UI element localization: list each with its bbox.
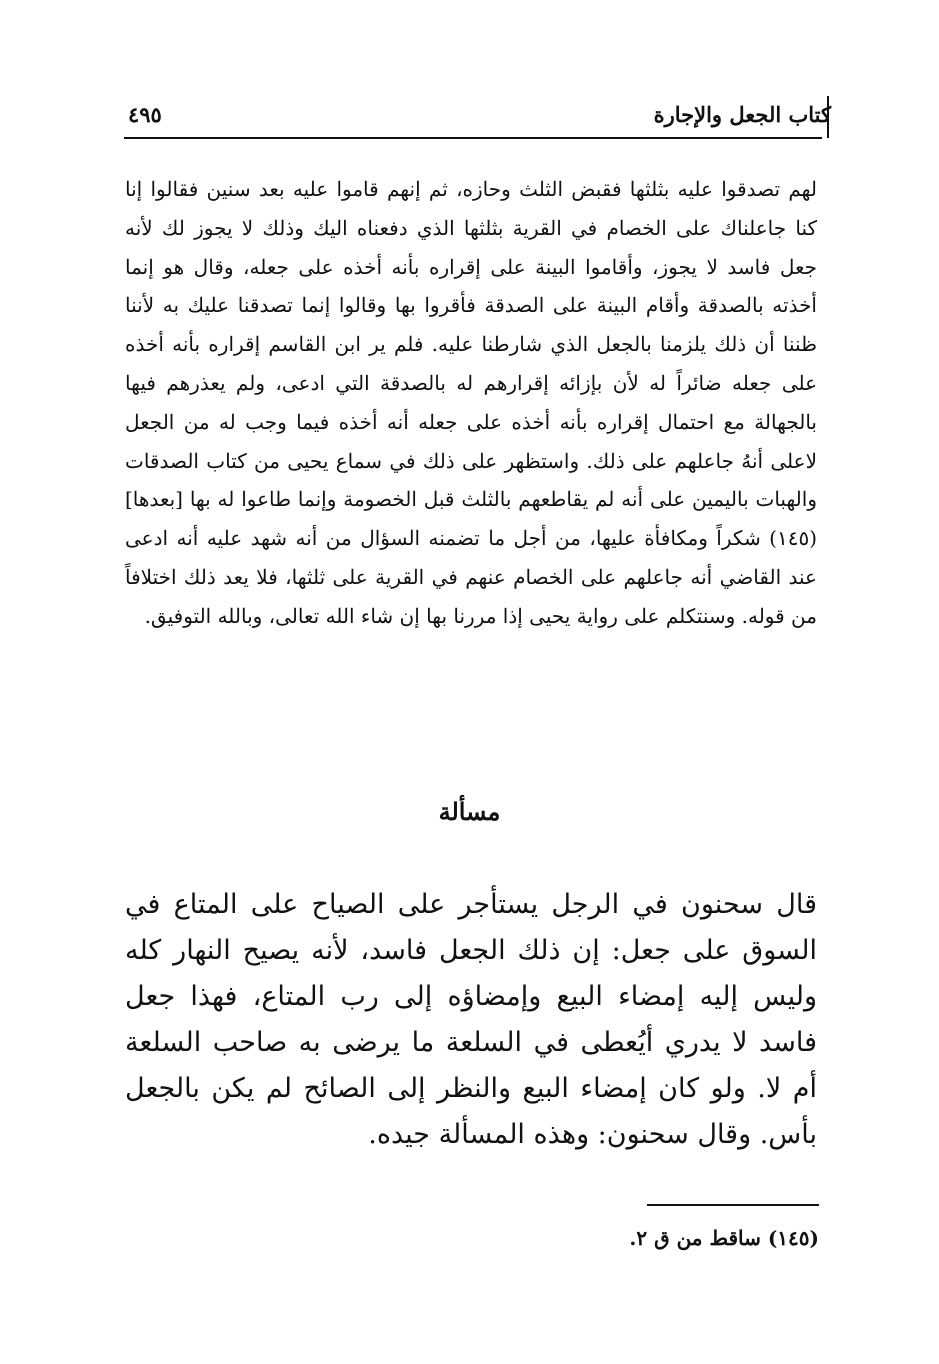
commentary-paragraph: لهم تصدقوا عليه بثلثها فقبض الثلث وحازه، ثم إنهم قاموا عليه بعد سنين فقالوا إنا كنا جاعلناك على الخصام في القرية بثلثها الذي دفعناه اليك وذلك لا يجوز لك لأنه جعل فاسد لا يجوز، وأقاموا البينة على إقراره بأنه أخذه على جعله، وقال هو إنما أخذته بالصدقة وأقام البينة على الصدقة فأقروا بها وقالوا إنما تصدقنا عليك به لأننا ظننا أن ذلك يلزمنا بالجعل الذي شارطنا عليه. فلم ير ابن القاسم إقراره بأنه أخذه على جعله ضائراً له لأن بإزائه إقرارهم له بالصدقة التي ادعى، ولم يعذرهم فيها بالجهالة مع احتمال إقراره بأنه أخذه على جعله أنه أخذه فيما وجب له من الجعل لاعلى أنهُ جاعلهم على ذلك. واستظهر على ذلك في سماع يحيى من كتاب الصدقات والهبات باليمين على أنه لم يقاطعهم بالثلث قبل الخصومة وإنما طاعوا له بها [بعدها](١٤٥) شكراً ومكافأة عليها، من أجل ما تضمنه السؤال من أنه شهد عليه أنه ادعى عند القاضي أنه جاعلهم على الخصام عنهم في القرية على ثلثها، فلا يعد ذلك اختلافاً من قوله. وسنتكلم على رواية يحيى إذا مررنا بها إن شاء الله تعالى، وبالله التوفيق.	[125, 177, 818, 628]
page-number: ٤٩٥	[128, 102, 162, 127]
running-header-title: كتاب الجعل والإجارة	[653, 102, 831, 127]
header-vertical-rule	[827, 96, 829, 138]
section-heading: مسألة	[438, 797, 501, 826]
footnote-rule	[647, 1204, 819, 1206]
header-rule	[124, 137, 822, 139]
issue-paragraph: قال سحنون في الرجل يستأجر على الصياح على المتاع في السوق على جعل: إن ذلك الجعل فاسد، لأنه يصيح النهار كله وليس إليه إمضاء البيع وإمضاؤه إلى رب المتاع، فهذا جعل فاسد لا يدري أيُعطى في السلعة ما يرضى به صاحب السلعة أم لا. ولو كان إمضاء البيع والنظر إلى الصائح لم يكن بالجعل بأس. وقال سحنون: وهذه المسألة جيده.	[125, 889, 817, 1150]
footnote: (١٤٥) ساقط من ق ٢.	[629, 1226, 819, 1250]
